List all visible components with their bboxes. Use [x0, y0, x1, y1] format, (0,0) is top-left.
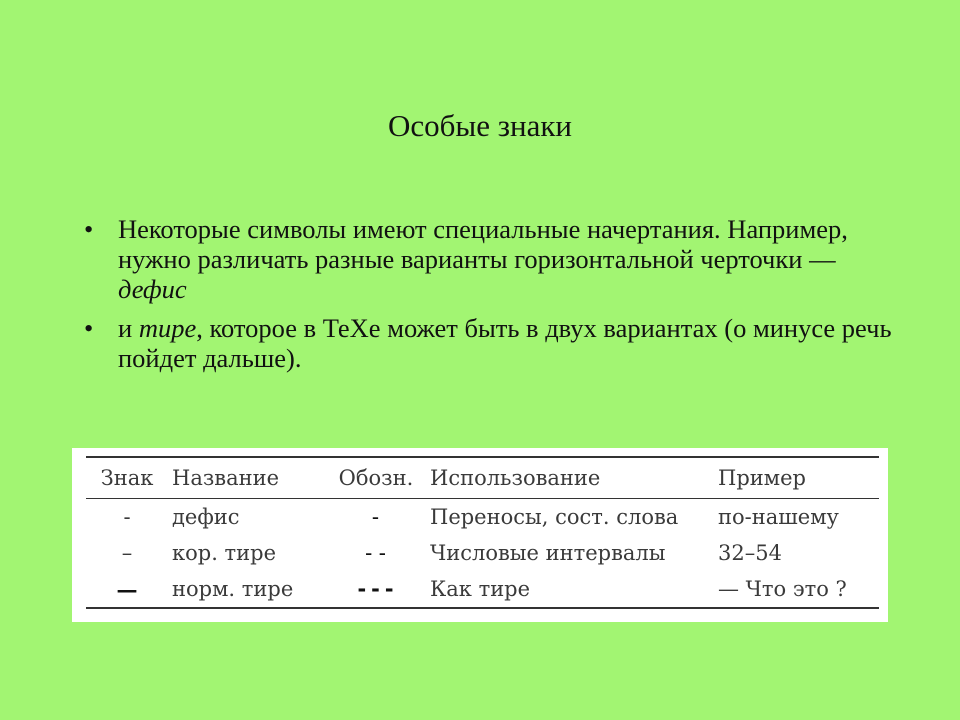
slide-title: Особые знаки — [387, 108, 572, 143]
bullet-text: и — [118, 313, 139, 343]
cell-name: норм. тире — [168, 571, 326, 608]
cell-sign: — — [86, 571, 168, 608]
table-row — [86, 571, 879, 608]
bullet-dash: — — [809, 244, 836, 274]
header-name: Название — [168, 457, 326, 499]
table-header-row — [86, 457, 879, 499]
bullet-list — [84, 214, 904, 382]
bullet-emphasis: дефис — [118, 274, 187, 304]
bullet-dot-icon: • — [84, 214, 94, 244]
cell-sign: – — [121, 541, 133, 565]
cell-usage: Числовые интервалы — [430, 541, 666, 565]
cell-name: кор. тире — [172, 541, 277, 565]
cell-example: по-нашему — [718, 505, 839, 529]
cell-example: 32–54 — [718, 541, 782, 565]
header-code: Обозн. — [326, 457, 426, 499]
table-image-box — [72, 448, 888, 622]
bullet-item — [84, 214, 904, 304]
bullet-text: Некоторые символы имеют специальные начертания. Например, нужно различать разные варианты горизонтальной черточки — [118, 214, 848, 274]
table-row — [86, 499, 879, 536]
cell-code: -- — [362, 541, 390, 565]
bullet-item — [84, 313, 904, 373]
cell-usage: Переносы, сост. слова — [430, 505, 679, 529]
cell-sign: - — [123, 505, 131, 529]
cell-usage: Как тире — [426, 571, 714, 608]
header-sign: Знак — [86, 457, 168, 499]
bullet-dot-icon: • — [84, 313, 94, 343]
cell-code: --- — [326, 571, 426, 608]
bullet-text: , которое в ТеХе может быть в двух вариантах (о минусе речь пойдет дальше). — [118, 313, 892, 373]
table-row — [86, 535, 879, 571]
cell-code: - — [369, 505, 383, 529]
bullet-emphasis: тире — [138, 313, 197, 343]
signs-table — [86, 456, 879, 609]
header-usage: Использование — [426, 457, 714, 499]
cell-name: дефис — [172, 505, 240, 529]
header-example: Пример — [714, 457, 879, 499]
cell-example: — Что это ? — [714, 571, 879, 608]
